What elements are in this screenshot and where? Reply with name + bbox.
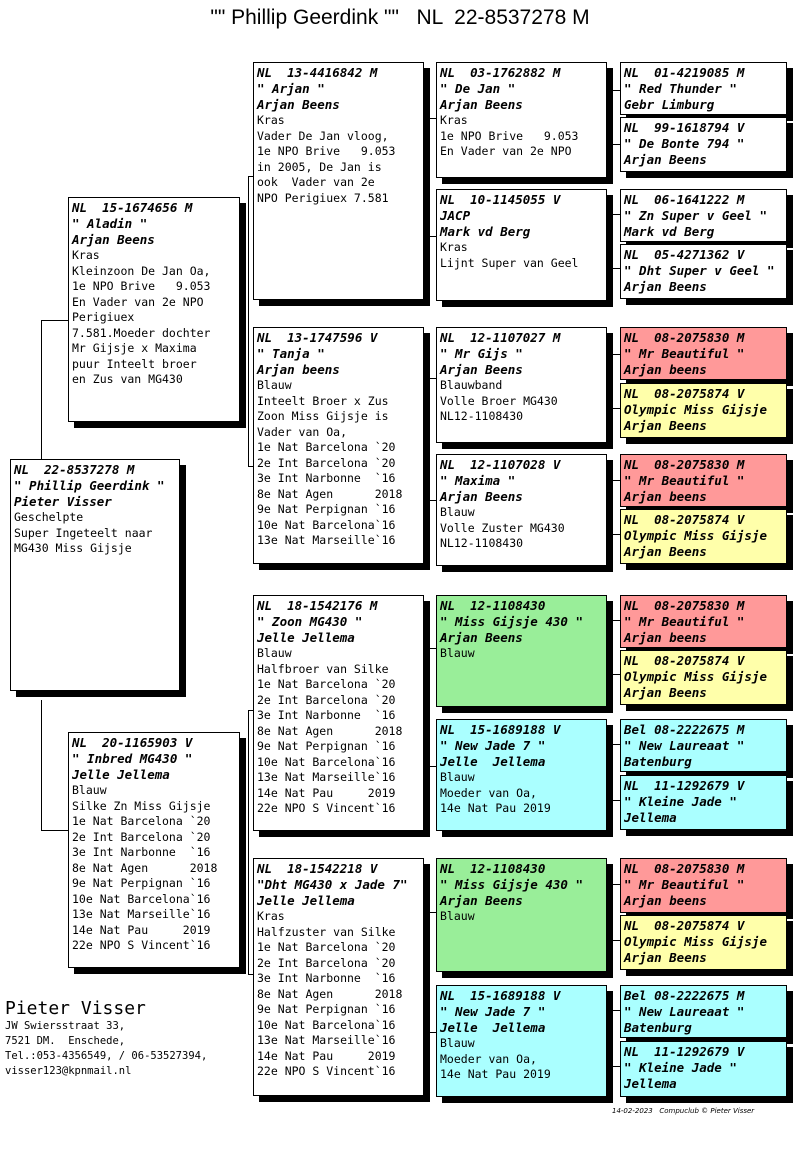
pigeon-card-sss[interactable] xyxy=(436,62,607,178)
ring-number: NL 15-1674656 M xyxy=(72,200,193,215)
info-line: Perigiuex xyxy=(72,310,135,324)
pigeon-card-ssd[interactable] xyxy=(436,189,607,301)
owner-name: Arjan Beens xyxy=(440,630,523,645)
info-line: 1e NPO Brive 9.053 xyxy=(257,144,396,158)
owner-name: Arjan Beens xyxy=(440,489,523,504)
ring-number: NL 06-1641222 M xyxy=(624,192,745,207)
pigeon-card-sire[interactable] xyxy=(68,197,240,422)
info-line: Blauwband xyxy=(440,378,503,392)
owner-name: Arjan beens xyxy=(624,362,707,377)
info-line: 1e NPO Brive 9.053 xyxy=(72,279,211,293)
info-line: Mr Gijsje x Maxima xyxy=(72,341,197,355)
info-line: en Zus van MG430 xyxy=(72,372,183,386)
info-line: Blauw xyxy=(440,770,475,784)
owner-name: Arjan Beens xyxy=(440,893,523,908)
connector-line xyxy=(612,800,620,801)
info-line: Zoon Miss Gijsje is xyxy=(257,409,389,423)
info-line: Lijnt Super van Geel xyxy=(440,255,579,270)
pigeon-card-g4[interactable] xyxy=(620,244,787,299)
owner-name: Gebr Limburg xyxy=(624,97,715,112)
owner-name: Arjan Beens xyxy=(72,232,155,247)
connector-line xyxy=(248,710,249,974)
owner-name: Batenburg xyxy=(624,1020,692,1035)
owner-name: Arjan Beens xyxy=(257,97,340,112)
connector-line xyxy=(612,940,620,941)
pigeon-card-dsd[interactable] xyxy=(436,719,607,831)
info-line: Blauw xyxy=(72,783,107,797)
connector-line xyxy=(612,674,620,675)
breeder-name: Pieter Visser xyxy=(5,998,146,1019)
pigeon-name: " New Jade 7 " xyxy=(440,738,546,753)
info-line: Blauw xyxy=(257,646,292,660)
ring-number: NL 10-1145055 V xyxy=(440,192,561,207)
connector-line xyxy=(248,176,249,466)
connector-line xyxy=(612,144,620,145)
connector-line xyxy=(612,480,613,534)
connector-line xyxy=(429,648,436,649)
info-line: 9e Nat Perpignan `16 xyxy=(72,876,211,890)
ring-number: NL 99-1618794 V xyxy=(624,120,745,135)
ring-number: NL 12-1108430 xyxy=(440,598,546,613)
connector-line xyxy=(612,214,620,215)
connector-line xyxy=(612,354,613,408)
pigeon-card-sdd[interactable] xyxy=(436,454,607,566)
info-line: 22e NPO S Vincent`16 xyxy=(257,801,396,815)
owner-name: Jellema xyxy=(624,810,677,825)
info-line: Inteelt Broer x Zus xyxy=(257,393,389,408)
info-line: Geschelpte xyxy=(14,510,84,524)
ring-number: NL 18-1542176 M xyxy=(257,598,378,613)
pigeon-name: JACP xyxy=(440,208,471,223)
ring-number: NL 13-1747596 V xyxy=(257,330,378,345)
info-line: 2e Int Barcelona `20 xyxy=(72,829,211,844)
pigeon-name: Olympic Miss Gijsje xyxy=(624,934,767,949)
connector-line xyxy=(612,354,620,355)
owner-name: Arjan Beens xyxy=(440,362,523,377)
info-line: Blauw xyxy=(257,378,292,392)
info-line: 13e Nat Marseille`16 xyxy=(257,770,396,784)
ring-number: NL 08-2075830 M xyxy=(624,330,745,345)
owner-name: Arjan beens xyxy=(624,893,707,908)
owner-name: Jelle Jellema xyxy=(440,1020,546,1035)
pigeon-card-dam[interactable] xyxy=(68,732,240,968)
info-line: 14e Nat Pau 2019 xyxy=(257,785,396,800)
info-line: NL12-1108430 xyxy=(440,536,524,550)
connector-line xyxy=(612,1010,613,1066)
connector-line xyxy=(612,1010,620,1011)
info-line: Blauw xyxy=(440,505,475,519)
info-line: 14e Nat Pau 2019 xyxy=(440,801,551,815)
info-line: 8e Nat Agen 2018 xyxy=(72,860,218,875)
info-line: En Vader van 2e NPO xyxy=(440,144,572,158)
info-line: 9e Nat Perpignan `16 xyxy=(257,502,396,516)
pigeon-card-subject[interactable] xyxy=(10,459,180,691)
pigeon-card-ddd[interactable] xyxy=(436,985,607,1097)
ring-number: NL 15-1689188 V xyxy=(440,722,561,737)
connector-line xyxy=(41,320,42,460)
ring-number: NL 08-2075830 M xyxy=(624,861,745,876)
info-line: 10e Nat Barcelona`16 xyxy=(257,1017,396,1032)
info-line: 1e NPO Brive 9.053 xyxy=(440,128,579,143)
pigeon-name: Olympic Miss Gijsje xyxy=(624,528,767,543)
pigeon-name: " De Jan " xyxy=(440,81,516,96)
ring-number: NL 12-1107027 M xyxy=(440,330,561,345)
info-line: Halfzuster van Silke xyxy=(257,924,396,939)
info-line: Kras xyxy=(72,248,100,262)
owner-name: Arjan Beens xyxy=(624,544,707,559)
pigeon-name: " Red Thunder " xyxy=(624,81,737,96)
info-line: 3e Int Narbonne `16 xyxy=(72,845,211,859)
info-line: Moeder van Oa, xyxy=(440,1051,537,1066)
ring-number: NL 18-1542218 V xyxy=(257,861,378,876)
info-line: puur Inteelt broer xyxy=(72,356,197,371)
connector-line xyxy=(612,1066,620,1067)
info-line: Kleinzoon De Jan Oa, xyxy=(72,263,211,278)
page-title: "" Phillip Geerdink "" NL 22-8537278 M xyxy=(210,6,590,29)
connector-line xyxy=(429,378,430,500)
pigeon-card-g5[interactable] xyxy=(620,327,787,380)
ring-number: NL 08-2075874 V xyxy=(624,653,745,668)
connector-line xyxy=(612,480,620,481)
pigeon-card-dds[interactable] xyxy=(436,858,607,972)
info-line: 14e Nat Pau 2019 xyxy=(72,922,211,937)
owner-name: Jelle Jellema xyxy=(257,630,355,645)
pigeon-name: " De Bonte 794 " xyxy=(624,136,745,151)
pigeon-name: " Kleine Jade " xyxy=(624,1060,737,1075)
info-line: 1e Nat Barcelona `20 xyxy=(257,940,396,954)
owner-name: Arjan Beens xyxy=(624,152,707,167)
owner-name: Jelle Jellema xyxy=(257,893,355,908)
owner-name: Pieter Visser xyxy=(14,494,112,509)
pigeon-name: Olympic Miss Gijsje xyxy=(624,402,767,417)
owner-name: Jelle Jellema xyxy=(72,767,170,782)
pigeon-name: " Mr Gijs " xyxy=(440,346,523,361)
pigeon-name: Olympic Miss Gijsje xyxy=(624,669,767,684)
owner-name: Batenburg xyxy=(624,754,692,769)
pigeon-card-g13[interactable] xyxy=(620,858,787,913)
connector-line xyxy=(612,744,613,800)
breeder-email[interactable]: visser123@kpnmail.nl xyxy=(5,1065,132,1077)
info-line: Vader De Jan vloog, xyxy=(257,128,389,143)
breeder-info xyxy=(5,998,207,1079)
pigeon-card-sire-dam[interactable] xyxy=(253,327,424,564)
ring-number: NL 20-1165903 V xyxy=(72,735,193,750)
info-line: 8e Nat Agen 2018 xyxy=(257,723,403,738)
ring-number: NL 11-1292679 V xyxy=(624,778,745,793)
pigeon-card-dam-sire[interactable] xyxy=(253,595,424,831)
owner-name: Mark vd Berg xyxy=(624,224,715,239)
info-line: Kras xyxy=(440,113,468,127)
pigeon-card-sds[interactable] xyxy=(436,327,607,443)
info-line: Blauw xyxy=(440,646,475,660)
info-line: 1e Nat Barcelona `20 xyxy=(72,814,211,828)
info-line: NL12-1108430 xyxy=(440,409,524,423)
pigeon-card-g12[interactable] xyxy=(620,775,787,830)
pigeon-card-sire-sire[interactable] xyxy=(253,62,424,300)
ring-number: NL 08-2075830 M xyxy=(624,598,745,613)
connector-line xyxy=(612,884,620,885)
info-line: 13e Nat Marseille`16 xyxy=(257,1033,396,1047)
info-line: 3e Int Narbonne `16 xyxy=(257,971,396,985)
pigeon-name: "Dht MG430 x Jade 7" xyxy=(257,877,408,892)
connector-line xyxy=(429,912,430,1032)
connector-line xyxy=(41,700,42,830)
owner-name: Jellema xyxy=(624,1076,677,1091)
owner-name: Jelle Jellema xyxy=(440,754,546,769)
pigeon-card-g10[interactable] xyxy=(620,650,787,705)
info-line: Vader van Oa, xyxy=(257,424,348,439)
pigeon-name: " Maxima " xyxy=(440,473,516,488)
info-line: 2e Int Barcelona `20 xyxy=(257,692,396,707)
pigeon-card-g14[interactable] xyxy=(620,915,787,970)
pigeon-name: " Zn Super v Geel " xyxy=(624,208,767,223)
ring-number: NL 12-1108430 xyxy=(440,861,546,876)
info-line: Super Ingeteelt naar xyxy=(14,525,153,540)
connector-line xyxy=(429,378,436,379)
pigeon-card-g16[interactable] xyxy=(620,1041,787,1097)
pigeon-name: " Miss Gijsje 430 " xyxy=(440,614,583,629)
info-line: En Vader van 2e NPO xyxy=(72,294,204,309)
connector-line xyxy=(429,236,436,237)
connector-line xyxy=(429,118,436,119)
connector-line xyxy=(612,90,613,144)
info-line: 14e Nat Pau 2019 xyxy=(440,1067,551,1081)
pigeon-card-g7[interactable] xyxy=(620,454,787,507)
info-line: 1e Nat Barcelona `20 xyxy=(257,440,396,454)
ring-number: NL 11-1292679 V xyxy=(624,1044,745,1059)
connector-line xyxy=(429,648,430,766)
pigeon-name: " Mr Beautiful " xyxy=(624,614,745,629)
connector-line xyxy=(612,90,620,91)
connector-line xyxy=(429,118,430,236)
breeder-phone: Tel.:053-4356549, / 06-53527394, xyxy=(5,1050,208,1062)
connector-line xyxy=(429,912,436,913)
pigeon-name: " Phillip Geerdink " xyxy=(14,478,165,493)
owner-name: Mark vd Berg xyxy=(440,224,531,239)
info-line: 8e Nat Agen 2018 xyxy=(257,986,403,1001)
ring-number: NL 13-4416842 M xyxy=(257,65,378,80)
info-line: 2e Int Barcelona `20 xyxy=(257,455,396,470)
ring-number: Bel 08-2222675 M xyxy=(624,988,745,1003)
ring-number: Bel 08-2222675 M xyxy=(624,722,745,737)
pigeon-card-g3[interactable] xyxy=(620,189,787,242)
info-line: 7.581.Moeder dochter xyxy=(72,325,211,340)
info-line: Kras xyxy=(257,113,285,127)
connector-line xyxy=(612,620,620,621)
pigeon-card-g6[interactable] xyxy=(620,383,787,438)
pigeon-name: " Dht Super v Geel " xyxy=(624,263,775,278)
connector-line xyxy=(612,268,620,269)
pigeon-card-g2[interactable] xyxy=(620,117,787,172)
connector-line xyxy=(41,830,69,831)
pigeon-name: " Arjan " xyxy=(257,81,325,96)
info-line: 9e Nat Perpignan `16 xyxy=(257,1002,396,1016)
info-line: 10e Nat Barcelona`16 xyxy=(257,754,396,769)
connector-line xyxy=(429,500,436,501)
ring-number: NL 12-1107028 V xyxy=(440,457,561,472)
owner-name: Arjan Beens xyxy=(624,279,707,294)
connector-line xyxy=(612,620,613,674)
breeder-address-city: 7521 DM. Enschede, xyxy=(5,1035,126,1047)
owner-name: Arjan beens xyxy=(624,630,707,645)
pigeon-name: " Mr Beautiful " xyxy=(624,346,745,361)
info-line: ook Vader van 2e xyxy=(257,175,375,189)
info-line: Kras xyxy=(440,240,468,254)
footer-credit: 14-02-2023 Compuclub © Pieter Visser xyxy=(612,1107,755,1115)
info-line: NPO Perigiuex 7.581 xyxy=(257,190,389,205)
info-line: Blauw xyxy=(440,1036,475,1050)
pigeon-name: " Aladin " xyxy=(72,216,148,231)
owner-name: Arjan beens xyxy=(257,362,340,377)
info-line: 22e NPO S Vincent`16 xyxy=(72,938,211,952)
connector-line xyxy=(612,534,620,535)
pigeon-card-g8[interactable] xyxy=(620,509,787,564)
pigeon-name: " Inbred MG430 " xyxy=(72,751,193,766)
info-line: Volle Zuster MG430 xyxy=(440,520,565,535)
pigeon-card-dss[interactable] xyxy=(436,595,607,707)
pigeon-card-g15[interactable] xyxy=(620,985,787,1038)
info-line: Kras xyxy=(257,909,285,923)
info-line: 3e Int Narbonne `16 xyxy=(257,471,396,485)
connector-line xyxy=(612,884,613,940)
connector-line xyxy=(612,408,620,409)
pigeon-name: " Miss Gijsje 430 " xyxy=(440,877,583,892)
ring-number: NL 01-4219085 M xyxy=(624,65,745,80)
breeder-address-street: JW Swiersstraat 33, xyxy=(5,1020,126,1032)
info-line: Volle Broer MG430 xyxy=(440,393,558,408)
info-line: 13e Nat Marseille`16 xyxy=(257,533,396,547)
ring-number: NL 08-2075874 V xyxy=(624,918,745,933)
pigeon-name: " New Laureaat " xyxy=(624,1004,745,1019)
ring-number: NL 15-1689188 V xyxy=(440,988,561,1003)
ring-number: NL 03-1762882 M xyxy=(440,65,561,80)
info-line: Moeder van Oa, xyxy=(440,785,537,800)
ring-number: NL 22-8537278 M xyxy=(14,462,135,477)
info-line: 13e Nat Marseille`16 xyxy=(72,907,211,921)
pigeon-name: " Kleine Jade " xyxy=(624,794,737,809)
pigeon-name: " Tanja " xyxy=(257,346,325,361)
pigeon-name: " New Jade 7 " xyxy=(440,1004,546,1019)
pigeon-card-g9[interactable] xyxy=(620,595,787,648)
info-line: 10e Nat Barcelona`16 xyxy=(257,517,396,532)
owner-name: Arjan Beens xyxy=(624,950,707,965)
ring-number: NL 08-2075874 V xyxy=(624,386,745,401)
info-line: MG430 Miss Gijsje xyxy=(14,541,132,555)
info-line: 2e Int Barcelona `20 xyxy=(257,955,396,970)
connector-line xyxy=(41,320,69,321)
info-line: in 2005, De Jan is xyxy=(257,159,382,174)
info-line: 3e Int Narbonne `16 xyxy=(257,708,396,722)
owner-name: Arjan Beens xyxy=(624,685,707,700)
pigeon-name: " New Laureaat " xyxy=(624,738,745,753)
connector-line xyxy=(612,214,613,268)
pigeon-name: " Zoon MG430 " xyxy=(257,614,363,629)
pigeon-card-dam-dam[interactable] xyxy=(253,858,424,1096)
pigeon-card-g11[interactable] xyxy=(620,719,787,772)
owner-name: Arjan Beens xyxy=(440,97,523,112)
ring-number: NL 05-4271362 V xyxy=(624,247,745,262)
info-line: Silke Zn Miss Gijsje xyxy=(72,798,211,813)
ring-number: NL 08-2075830 M xyxy=(624,457,745,472)
owner-name: Arjan Beens xyxy=(624,418,707,433)
pigeon-name: " Mr Beautiful " xyxy=(624,473,745,488)
info-line: Halfbroer van Silke xyxy=(257,661,389,676)
info-line: 22e NPO S Vincent`16 xyxy=(257,1064,396,1078)
info-line: 10e Nat Barcelona`16 xyxy=(72,891,211,906)
connector-line xyxy=(429,1032,436,1033)
connector-line xyxy=(612,744,620,745)
owner-name: Arjan beens xyxy=(624,489,707,504)
info-line: 9e Nat Perpignan `16 xyxy=(257,739,396,753)
info-line: 8e Nat Agen 2018 xyxy=(257,486,403,501)
pigeon-name: " Mr Beautiful " xyxy=(624,877,745,892)
info-line: Blauw xyxy=(440,909,475,923)
ring-number: NL 08-2075874 V xyxy=(624,512,745,527)
connector-line xyxy=(429,766,436,767)
pigeon-card-g1[interactable] xyxy=(620,62,787,115)
info-line: 1e Nat Barcelona `20 xyxy=(257,677,396,691)
info-line: 14e Nat Pau 2019 xyxy=(257,1048,396,1063)
